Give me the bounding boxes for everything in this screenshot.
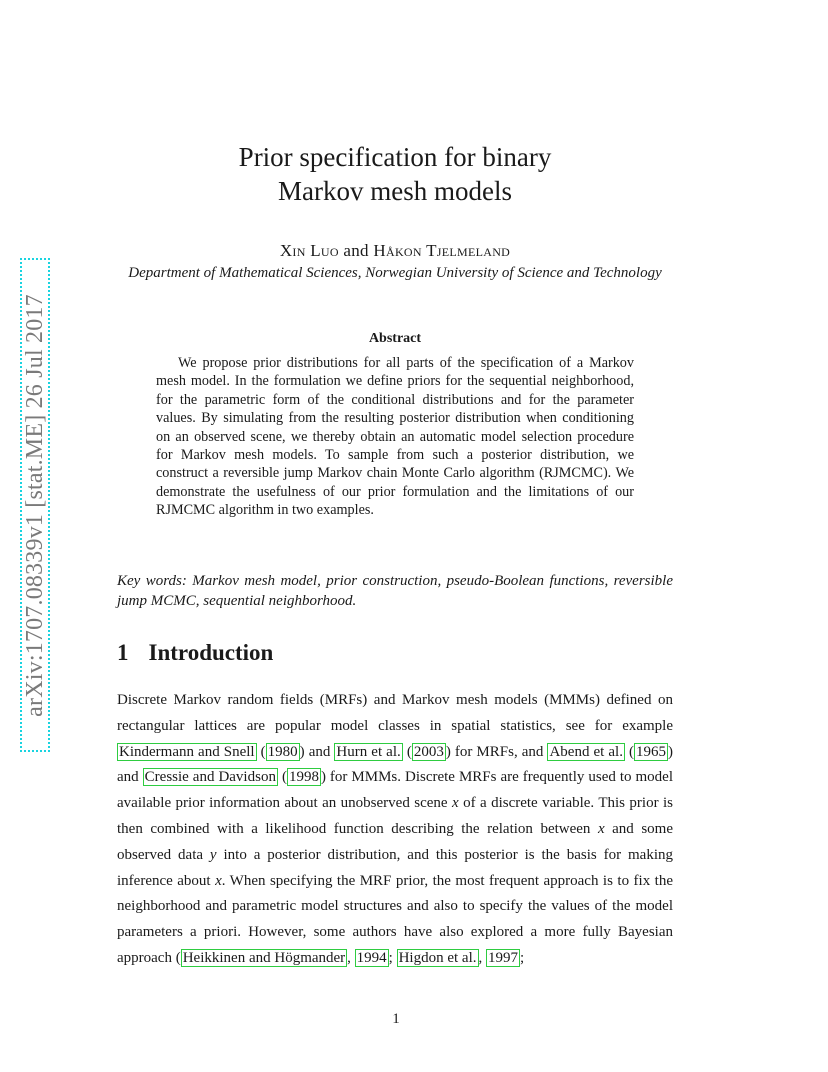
intro-text: of a discrete variable. This prior is then combined with a likelihood function describing the relation between (117, 795, 673, 837)
page-number: 1 (392, 1011, 400, 1027)
title-line-1: Prior specification for binary (238, 142, 552, 172)
citation-year-link[interactable]: 1997 (488, 949, 518, 966)
author-1: Xin Luo (279, 241, 339, 260)
intro-text: ( (277, 769, 287, 786)
intro-text: ; (388, 949, 397, 966)
paper-title (150, 140, 640, 208)
author-conjunction: and (343, 241, 369, 260)
keywords: Key words: Markov mesh model, prior construction, pseudo-Boolean functions, reversible jump MCMC, sequential neighborhood. (117, 573, 673, 609)
abstract-text: We propose prior distributions for all parts of the specification of a Markov mesh model. In the formulation we define priors for the sequential neighborhood, for the parametric form of the conditional distributions and for the parameter values. By simulating from the resulting posterior distribution when conditioning on an observed scene, we thereby obtain an automatic model selection procedure for Markov mesh models. To sample from such a posterior distribution, we construct a reversible jump Markov chain Monte Carlo algorithm (RJMCMC). We demonstrate the usefulness of our prior formulation and the limitations of our RJMCMC algorithm in two examples. (156, 355, 634, 519)
authors (150, 241, 640, 261)
intro-text: ; (520, 949, 525, 966)
math-variable: x (451, 795, 459, 812)
intro-text: ) and (299, 743, 335, 760)
math-variable: x (597, 820, 605, 837)
intro-text: ) and (117, 743, 674, 786)
citation-year-link[interactable]: 1998 (288, 769, 319, 786)
intro-text: , (478, 949, 486, 966)
math-variable: y (209, 846, 217, 863)
section-number: 1 (117, 640, 129, 665)
introduction-paragraph (117, 688, 673, 972)
citation-link[interactable]: Heikkinen and Högmander (182, 949, 346, 966)
citation-year-link[interactable]: 1980 (267, 743, 298, 760)
citation-link[interactable]: Abend et al. (549, 743, 623, 760)
citation-link[interactable]: Hurn et al. (336, 743, 401, 760)
title-line-2: Markov mesh models (278, 176, 512, 206)
section-heading (117, 640, 273, 666)
author-2: Håkon Tjelmeland (373, 241, 511, 260)
intro-text: ) for MMMs. Discrete MRFs are frequently used to model available prior information about an unobserved scene (117, 769, 674, 812)
intro-text: Discrete Markov random fields (MRFs) and Markov mesh models (MMMs) defined on rectangular lattices are popular model classes in spatial statistics, see for example (117, 692, 673, 734)
citation-link[interactable]: Kindermann and Snell (119, 743, 255, 760)
citation-link[interactable]: Higdon et al. (398, 949, 477, 966)
intro-text: ) for MRFs, and (445, 743, 548, 760)
affiliation: Department of Mathematical Sciences, Norwegian University of Science and Technology (128, 265, 662, 281)
citation-year-link[interactable]: 1994 (356, 949, 387, 966)
intro-text: into a posterior distribution, and this posterior is the basis for making inference about (117, 846, 673, 889)
citation-year-link[interactable]: 1965 (636, 743, 667, 760)
abstract-heading: Abstract (368, 331, 422, 346)
math-variable: x (215, 872, 222, 889)
intro-text: ( (624, 743, 635, 760)
intro-text: ( (402, 743, 412, 760)
intro-text: . When specifying the MRF prior, the most frequent approach is to fix the neighborhood and parametric model structures and also to specify the values of the model parameters a priori. However, some authors have also explored a more fully Bayesian approach ( (117, 872, 673, 966)
arxiv-stamp[interactable] (20, 258, 50, 752)
arxiv-identifier: arXiv:1707.08339v1 [stat.ME] 26 Jul 2017 (21, 293, 48, 717)
intro-text: and some observed data (117, 820, 673, 863)
intro-text: ( (256, 743, 266, 760)
citation-link[interactable]: Cressie and Davidson (144, 769, 276, 786)
section-title: Introduction (148, 640, 274, 665)
intro-text: , (347, 949, 355, 966)
citation-year-link[interactable]: 2003 (413, 743, 444, 760)
